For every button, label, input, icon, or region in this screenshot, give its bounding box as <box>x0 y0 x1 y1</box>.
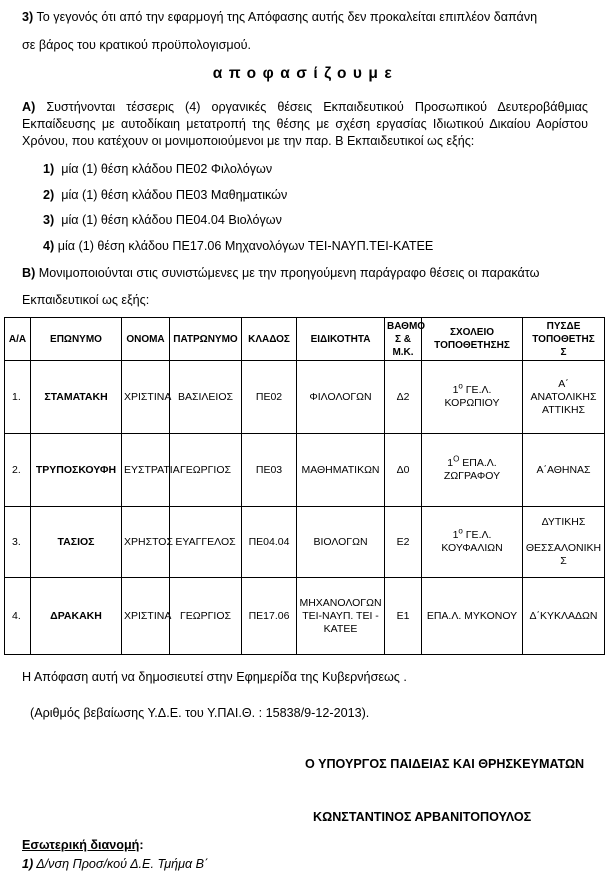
section-a-paragraph <box>22 99 588 150</box>
internal-distribution-item: 1) Δ/νση Προσ/κού Δ.Ε. Τμήμα Β΄ <box>22 857 209 871</box>
cell-surname: ΣΤΑΜΑΤΑΚΗ <box>31 361 122 434</box>
cell-name: ΧΡΙΣΤΙΝΑ <box>122 361 170 434</box>
minister-name: ΚΩΝΣΤΑΝΤΙΝΟΣ ΑΡΒΑΝΙΤΟΠΟΥΛΟΣ <box>313 810 532 824</box>
cell-branch: ΠΕ03 <box>242 434 297 507</box>
table-row <box>5 361 605 434</box>
cell-branch: ΠΕ02 <box>242 361 297 434</box>
cell-specialty: ΒΙΟΛΟΓΩΝ <box>297 507 385 578</box>
cell-pysde: ΔΥΤΙΚΗΣ ΘΕΣΣΑΛΟΝΙΚΗ Σ <box>523 507 605 578</box>
table-row <box>5 434 605 507</box>
cell-aa: 3. <box>5 507 31 578</box>
header-branch: ΚΛΑΔΟΣ <box>242 318 297 361</box>
header-pysde: ΠΥΣΔΕ ΤΟΠΟΘΕΤΗΣ Σ <box>523 318 605 361</box>
cell-aa: 4. <box>5 578 31 655</box>
cell-branch: ΠΕ04.04 <box>242 507 297 578</box>
section-a-text: Συστήνονται τέσσερις (4) οργανικές θέσεις Εκπαιδευτικού Προσωπικού Δευτεροβάθμιας Εκπαίδευσης με αυτοδίκαιη μετατροπή της θέσης με σχέση εργασίας Ιδιωτικού Δικαίου Αορίστου Χρόνου, που κατέχουν οι μονιμοποιούμενοι με την παρ. Β Εκπαιδευτικοί ως εξής: <box>22 100 588 148</box>
cell-grade: Δ0 <box>385 434 422 507</box>
internal-distribution-heading: Εσωτερική διανομή: <box>22 838 144 852</box>
header-specialty: ΕΙΔΙΚΟΤΗΤΑ <box>297 318 385 361</box>
cell-specialty: ΜΗΧΑΝΟΛΟΓΩΝ ΤΕΙ-ΝΑΥΠ. ΤΕΙ - ΚΑΤΕΕ <box>297 578 385 655</box>
header-aa: Α/Α <box>5 318 31 361</box>
header-father: ΠΑΤΡΩΝΥΜΟ <box>170 318 242 361</box>
cell-school: $1^o$ ΓΕ.Λ. ΚΟΥΦΑΛΙΩΝ <box>422 507 523 578</box>
cell-school: $1^O$ ΕΠΑ.Λ. ΖΩΓΡΑΦΟΥ <box>422 434 523 507</box>
cell-father: ΒΑΣΙΛΕΙΟΣ <box>170 361 242 434</box>
section-a-item-2: 2) μία (1) θέση κλάδου ΠΕ03 Μαθηματικών <box>43 188 288 202</box>
cell-name: ΕΥΣΤΡΑΤΙΑ <box>122 434 170 507</box>
cell-surname: ΔΡΑΚΑΚΗ <box>31 578 122 655</box>
section-a-item-1: 1) μία (1) θέση κλάδου ΠΕ02 Φιλολόγων <box>43 162 273 176</box>
cell-grade: Ε1 <box>385 578 422 655</box>
cell-name: ΧΡΙΣΤΙΝΑ <box>122 578 170 655</box>
cell-grade: Δ2 <box>385 361 422 434</box>
minister-title: Ο ΥΠΟΥΡΓΟΣ ΠΑΙΔΕΙΑΣ ΚΑΙ ΘΡΗΣΚΕΥΜΑΤΩΝ <box>305 757 585 771</box>
cell-specialty: ΦΙΛΟΛΟΓΩΝ <box>297 361 385 434</box>
cell-father: ΓΕΩΡΓΙΟΣ <box>170 578 242 655</box>
section-a-item-4: 4) μία (1) θέση κλάδου ΠΕ17.06 Μηχανολόγων ΤΕΙ-ΝΑΥΠ.ΤΕΙ-ΚΑΤΕΕ <box>43 239 434 253</box>
cell-school: $1^o$ ΓΕ.Λ. ΚΟΡΩΠΙΟΥ <box>422 361 523 434</box>
table-row <box>5 578 605 655</box>
cell-father: ΓΕΩΡΓΙΟΣ <box>170 434 242 507</box>
decision-title: αποφασίζουμε <box>212 65 399 82</box>
cell-name: ΧΡΗΣΤΟΣ <box>122 507 170 578</box>
cell-specialty: ΜΑΘΗΜΑΤΙΚΩΝ <box>297 434 385 507</box>
cell-surname: ΤΡΥΠΟΣΚΟΥΦΗ <box>31 434 122 507</box>
table-header-row <box>5 318 605 361</box>
cell-grade: Ε2 <box>385 507 422 578</box>
section-b-line-1: Β) Μονιμοποιούνται στις συνιστώμενες με την προηγούμενη παράγραφο θέσεις οι παρακάτω <box>22 266 540 280</box>
header-school: ΣΧΟΛΕΙΟ ΤΟΠΟΘΕΤΗΣΗΣ <box>422 318 523 361</box>
certification-text: (Αριθμός βεβαίωσης Υ.Δ.Ε. του Υ.ΠΑΙ.Θ. : 15838/9-12-2013). <box>30 706 370 720</box>
section-a-label: Α) <box>22 100 36 114</box>
cell-school: ΕΠΑ.Λ. ΜΥΚΟΝΟΥ <box>422 578 523 655</box>
cell-pysde: Α΄ΑΘΗΝΑΣ <box>523 434 605 507</box>
publication-text: Η Απόφαση αυτή να δημοσιευτεί στην Εφημερίδα της Κυβερνήσεως . <box>22 670 407 684</box>
cell-branch: ΠΕ17.06 <box>242 578 297 655</box>
paragraph-3-line-1 <box>22 10 537 24</box>
paragraph-3-number: 3) <box>22 10 34 24</box>
cell-surname: ΤΑΣΙΟΣ <box>31 507 122 578</box>
paragraph-3-text: Το γεγονός ότι από την εφαρμογή της Απόφασης αυτής δεν προκαλείται επιπλέον δαπάνη <box>33 10 538 24</box>
cell-aa: 1. <box>5 361 31 434</box>
section-b-line-2: Εκπαιδευτικοί ως εξής: <box>22 293 150 307</box>
header-name: ΟΝΟΜΑ <box>122 318 170 361</box>
section-b-label: Β) <box>22 266 36 280</box>
header-surname: ΕΠΩΝΥΜΟ <box>31 318 122 361</box>
cell-father: ΕΥΑΓΓΕΛΟΣ <box>170 507 242 578</box>
cell-pysde: Δ΄ΚΥΚΛΑΔΩΝ <box>523 578 605 655</box>
paragraph-3-line-2: σε βάρος του κρατικού προϋπολογισμού. <box>22 38 252 52</box>
cell-aa: 2. <box>5 434 31 507</box>
header-grade: ΒΑΘΜΟ Σ & Μ.Κ. <box>385 318 422 361</box>
section-a-item-3: 3) μία (1) θέση κλάδου ΠΕ04.04 Βιολόγων <box>43 213 282 227</box>
table-row <box>5 507 605 578</box>
cell-pysde: Α΄ ΑΝΑΤΟΛΙΚΗΣ ΑΤΤΙΚΗΣ <box>523 361 605 434</box>
teachers-table <box>4 317 605 655</box>
